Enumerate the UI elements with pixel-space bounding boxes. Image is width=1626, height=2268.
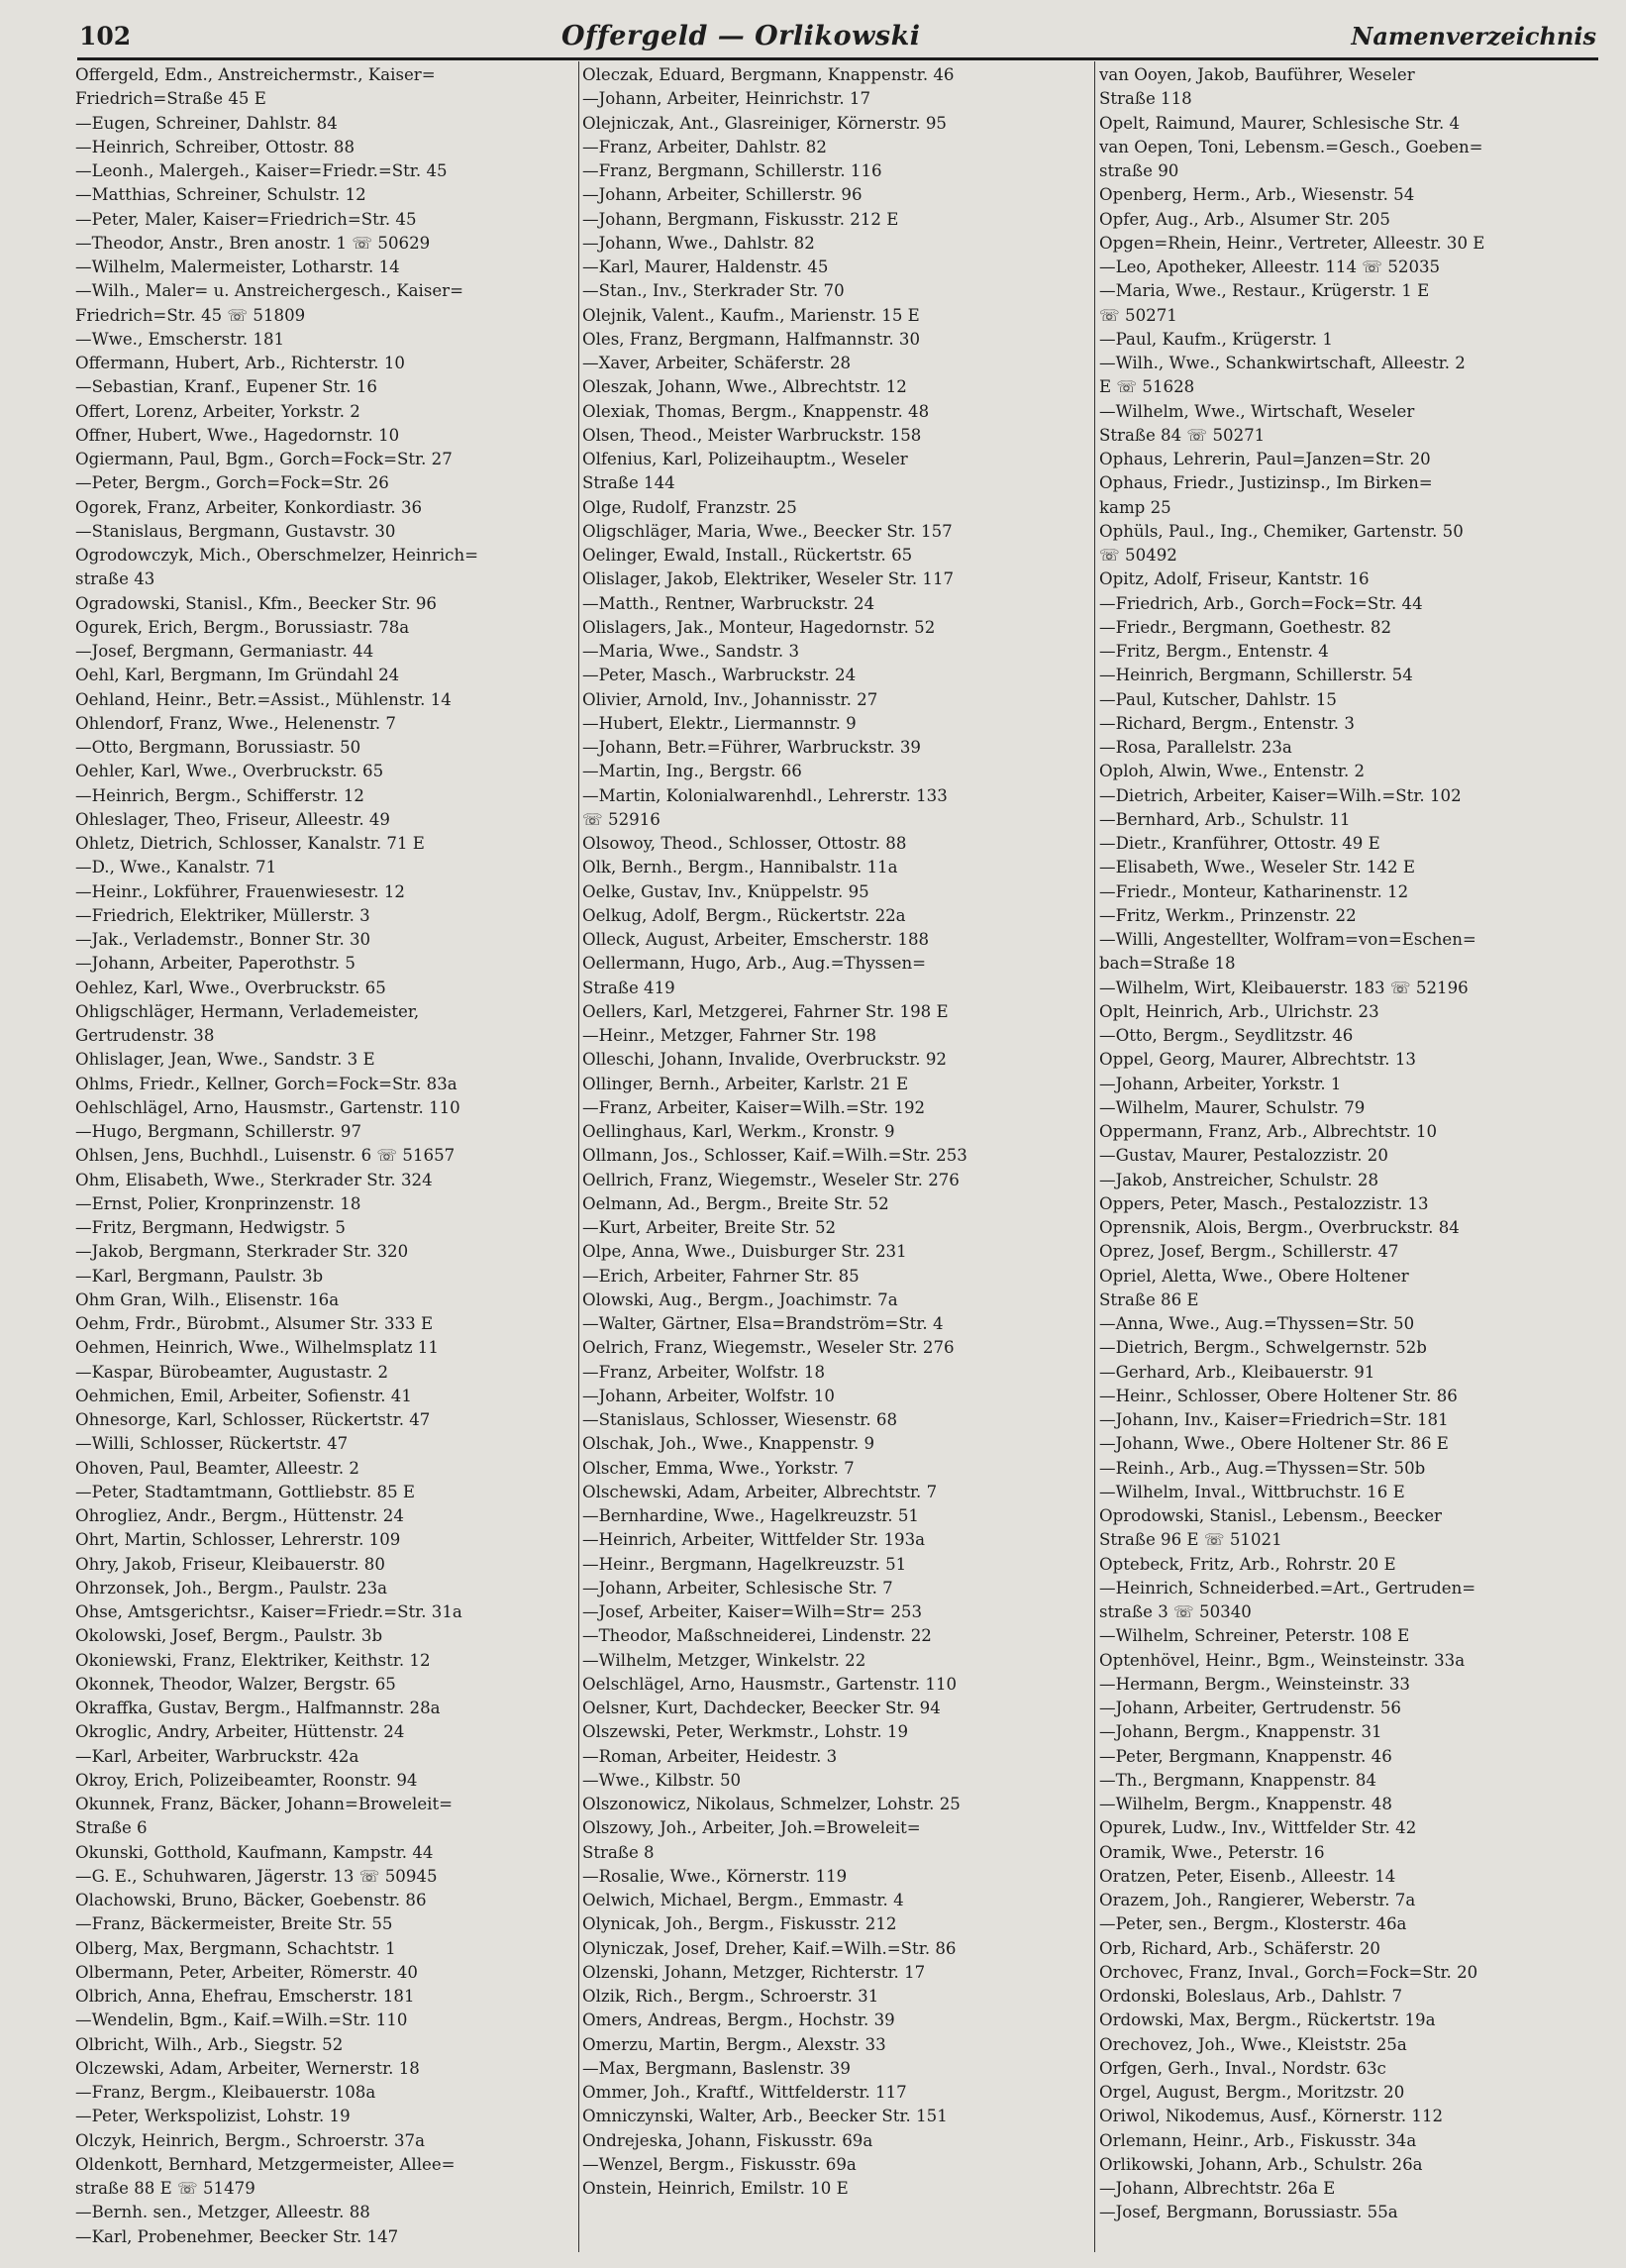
directory-entry: —Wenzel, Bergm., Fiskusstr. 69a [582, 2154, 857, 2174]
directory-entry: Ordonski, Boleslaus, Arb., Dahlstr. 7 [1099, 1987, 1402, 2006]
directory-entry: Ogurek, Erich, Bergm., Borussiastr. 78a [75, 617, 410, 637]
directory-entry: —Heinr., Lokführer, Frauenwiesestr. 12 [75, 881, 405, 901]
directory-entry: E ☏ 51628 [1099, 377, 1195, 397]
directory-entry: Ohry, Jakob, Friseur, Kleibauerstr. 80 [75, 1554, 385, 1574]
directory-entry: —Wilh., Wwe., Schankwirtschaft, Alleestr. 2 [1099, 354, 1466, 372]
directory-entry: Ohm Gran, Wilh., Elisenstr. 16a [75, 1289, 340, 1309]
directory-entry: —Heinrich, Bergm., Schifferstr. 12 [75, 785, 364, 805]
directory-entry: —Wilhelm, Maurer, Schulstr. 79 [1099, 1097, 1366, 1117]
directory-entry: Olexiak, Thomas, Bergm., Knappenstr. 48 [582, 401, 930, 421]
directory-entry: Straße 96 E ☏ 51021 [1099, 1530, 1282, 1550]
directory-entry: —Johann, Bergmann, Fiskusstr. 212 E [582, 209, 899, 229]
directory-entry: —D., Wwe., Kanalstr. 71 [75, 858, 277, 877]
directory-entry: Oprodowski, Stanisl., Lebensm., Beecker [1099, 1506, 1442, 1525]
directory-entry: Opelt, Raimund, Maurer, Schlesische Str. 4 [1099, 113, 1461, 133]
directory-entry: Olfenius, Karl, Polizeihauptm., Weseler [582, 450, 908, 468]
directory-entry: —Stanislaus, Schlosser, Wiesenstr. 68 [582, 1410, 898, 1429]
directory-entry: —Heinr., Schlosser, Obere Holtener Str. 86 [1099, 1386, 1458, 1405]
directory-entry: Okoniewski, Franz, Elektriker, Keithstr. 12 [75, 1650, 431, 1670]
directory-entry: Olynicak, Joh., Bergm., Fiskusstr. 212 [582, 1914, 897, 1934]
directory-entry: Orlemann, Heinr., Arb., Fiskusstr. 34a [1099, 2130, 1417, 2150]
directory-entry: Oldenkott, Bernhard, Metzgermeister, Allee= [75, 2154, 456, 2174]
directory-entry: Oriwol, Nikodemus, Ausf., Körnerstr. 112 [1099, 2107, 1444, 2126]
directory-entry: —Anna, Wwe., Aug.=Thyssen=Str. 50 [1099, 1314, 1415, 1333]
directory-entry: —Otto, Bergmann, Borussiastr. 50 [75, 738, 361, 757]
directory-entry: —Johann, Albrechtstr. 26a E [1099, 2179, 1336, 2198]
directory-entry: Opriel, Aletta, Wwe., Obere Holtener [1099, 1266, 1409, 1286]
directory-entry: Olowski, Aug., Bergm., Joachimstr. 7a [582, 1289, 898, 1309]
directory-entry: —Kurt, Arbeiter, Breite Str. 52 [582, 1218, 837, 1237]
directory-entry: —Heinr., Metzger, Fahrner Str. 198 [582, 1026, 877, 1045]
directory-entry: Oramik, Wwe., Peterstr. 16 [1099, 1842, 1325, 1862]
directory-entry: Oleszak, Johann, Wwe., Albrechtstr. 12 [582, 377, 907, 397]
directory-entry: Olbricht, Wilh., Arb., Siegstr. 52 [75, 2034, 344, 2054]
directory-entry: —Willi, Angestellter, Wolfram=von=Eschen= [1099, 930, 1476, 949]
directory-entry: Olsowoy, Theod., Schlosser, Ottostr. 88 [582, 834, 907, 853]
directory-entry: —Franz, Arbeiter, Kaiser=Wilh.=Str. 192 [582, 1097, 926, 1117]
directory-entry: —Richard, Bergm., Entenstr. 3 [1099, 713, 1355, 733]
column-1 [75, 63, 575, 2252]
directory-entry: —Heinr., Bergmann, Hagelkreuzstr. 51 [582, 1554, 907, 1574]
directory-entry: Oelschlägel, Arno, Hausmstr., Gartenstr. 110 [582, 1674, 958, 1694]
directory-entry: —Franz, Bäckermeister, Breite Str. 55 [75, 1914, 393, 1934]
directory-entry: Oprez, Josef, Bergm., Schillerstr. 47 [1099, 1242, 1399, 1262]
directory-entry: Ohrt, Martin, Schlosser, Lehrerstr. 109 [75, 1530, 401, 1550]
directory-entry: Oehlschlägel, Arno, Hausmstr., Gartenstr. 110 [75, 1097, 460, 1117]
directory-entry: —Paul, Kutscher, Dahlstr. 15 [1099, 689, 1337, 709]
directory-entry: —Bernh. sen., Metzger, Alleestr. 88 [75, 2203, 370, 2222]
directory-entry: —Jak., Verlademstr., Bonner Str. 30 [75, 930, 371, 949]
directory-entry: Omers, Andreas, Bergm., Hochstr. 39 [582, 2010, 895, 2030]
directory-entry: Olsen, Theod., Meister Warbruckstr. 158 [582, 425, 922, 445]
section-title: Namenverzeichnis [1351, 21, 1596, 51]
directory-entry: Olislager, Jakob, Elektriker, Weseler Str. 117 [582, 569, 955, 589]
directory-entry: —Heinrich, Schreiber, Ottostr. 88 [75, 137, 356, 156]
directory-entry: —Heinrich, Schneiderbed.=Art., Gertruden= [1099, 1578, 1476, 1598]
directory-entry: Oelinger, Ewald, Install., Rückertstr. 65 [582, 546, 913, 565]
directory-entry: Oehler, Karl, Wwe., Overbruckstr. 65 [75, 762, 384, 781]
directory-entry: —Matth., Rentner, Warbruckstr. 24 [582, 593, 875, 613]
directory-entry: Oellermann, Hugo, Arb., Aug.=Thyssen= [582, 954, 927, 974]
directory-entry: Ohleslager, Theo, Friseur, Alleestr. 49 [75, 809, 390, 829]
directory-entry: Openberg, Herm., Arb., Wiesenstr. 54 [1099, 185, 1415, 205]
directory-entry: Offergeld, Edm., Anstreichermstr., Kaiser= [75, 65, 436, 84]
directory-entry: —Peter, Maler, Kaiser=Friedrich=Str. 45 [75, 209, 417, 229]
directory-entry: —Hubert, Elektr., Liermannstr. 9 [582, 713, 857, 733]
directory-entry: Orchovec, Franz, Inval., Gorch=Fock=Str. 20 [1099, 1962, 1478, 1982]
directory-entry: Ohnesorge, Karl, Schlosser, Rückertstr. 47 [75, 1410, 431, 1429]
directory-entry: —Gustav, Maurer, Pestalozzistr. 20 [1099, 1146, 1388, 1166]
directory-entry: —Johann, Inv., Kaiser=Friedrich=Str. 181 [1099, 1410, 1449, 1429]
directory-entry: Olszowy, Joh., Arbeiter, Joh.=Broweleit= [582, 1818, 921, 1838]
directory-entry: Friedrich=Straße 45 E [75, 89, 266, 109]
directory-entry: —Wwe., Kilbstr. 50 [582, 1770, 742, 1790]
directory-entry: Ohlsen, Jens, Buchhdl., Luisenstr. 6 ☏ 51657 [75, 1146, 456, 1166]
directory-entry: Ophüls, Paul., Ing., Chemiker, Gartenstr. 50 [1099, 521, 1464, 541]
directory-entry: Ollmann, Jos., Schlosser, Kaif.=Wilh.=Str. 253 [582, 1146, 967, 1166]
directory-entry: —Johann, Betr.=Führer, Warbruckstr. 39 [582, 738, 921, 757]
directory-entry: —Ernst, Polier, Kronprinzenstr. 18 [75, 1193, 361, 1213]
directory-entry: Oelke, Gustav, Inv., Knüppelstr. 95 [582, 881, 869, 901]
directory-entry: Orazem, Joh., Rangierer, Weberstr. 7a [1099, 1891, 1416, 1909]
directory-entry: ☏ 52916 [582, 809, 661, 829]
directory-entry: Omniczynski, Walter, Arb., Beecker Str. 151 [582, 2107, 948, 2126]
directory-entry: Olberg, Max, Bergmann, Schachtstr. 1 [75, 1938, 396, 1958]
directory-entry: Olschak, Joh., Wwe., Knappenstr. 9 [582, 1434, 875, 1454]
directory-entry: —Theodor, Anstr., Bren anostr. 1 ☏ 50629 [75, 233, 431, 253]
directory-entry: —Johann, Arbeiter, Schillerstr. 96 [582, 185, 863, 205]
directory-entry: —Peter, Masch., Warbruckstr. 24 [582, 666, 857, 685]
directory-entry: Offert, Lorenz, Arbeiter, Yorkstr. 2 [75, 401, 360, 421]
directory-entry: —Rosa, Parallelstr. 23a [1099, 738, 1292, 757]
directory-entry: ☏ 50271 [1099, 305, 1177, 325]
directory-entry: —Sebastian, Kranf., Eupener Str. 16 [75, 377, 377, 397]
directory-entry: Olejnik, Valent., Kaufm., Marienstr. 15 E [582, 305, 920, 325]
directory-entry: —Hugo, Bergmann, Schillerstr. 97 [75, 1122, 362, 1141]
directory-entry: Oehl, Karl, Bergmann, Im Gründahl 24 [75, 666, 400, 685]
directory-entry: Straße 419 [582, 978, 675, 997]
directory-entry: Ohlislager, Jean, Wwe., Sandstr. 3 E [75, 1050, 375, 1070]
directory-entry: —Theodor, Maßschneiderei, Lindenstr. 22 [582, 1626, 932, 1646]
directory-entry: —Johann, Arbeiter, Wolfstr. 10 [582, 1386, 835, 1405]
directory-entry: Ohrogliez, Andr., Bergm., Hüttenstr. 24 [75, 1506, 404, 1525]
directory-entry: Straße 84 ☏ 50271 [1099, 425, 1266, 445]
directory-entry: Ohrzonsek, Joh., Bergm., Paulstr. 23a [75, 1578, 388, 1598]
directory-entry: Opitz, Adolf, Friseur, Kantstr. 16 [1099, 569, 1370, 589]
directory-entry: Olge, Rudolf, Franzstr. 25 [582, 497, 797, 517]
directory-entry: Okroglic, Andry, Arbeiter, Hüttenstr. 24 [75, 1722, 405, 1742]
directory-entry: Orechovez, Joh., Wwe., Kleiststr. 25a [1099, 2034, 1407, 2054]
page-header [79, 14, 1596, 57]
directory-entry: Ogrodowczyk, Mich., Oberschmelzer, Heinrich= [75, 546, 479, 565]
directory-entry: Okolowski, Josef, Bergm., Paulstr. 3b [75, 1626, 383, 1646]
directory-entry: —Franz, Bergm., Kleibauerstr. 108a [75, 2083, 376, 2102]
directory-entry: —Th., Bergmann, Knappenstr. 84 [1099, 1770, 1376, 1790]
directory-entry: —Martin, Ing., Bergstr. 66 [582, 762, 802, 781]
directory-entry: —G. E., Schuhwaren, Jägerstr. 13 ☏ 50945 [75, 1866, 438, 1886]
directory-entry: Oleczak, Eduard, Bergmann, Knappenstr. 46 [582, 65, 955, 84]
directory-entry: Ohligschläger, Hermann, Verlademeister, [75, 1001, 420, 1021]
directory-entry: Straße 144 [582, 473, 675, 493]
directory-entry: Olbrich, Anna, Ehefrau, Emscherstr. 181 [75, 1987, 415, 2006]
directory-entry: kamp 25 [1099, 497, 1171, 517]
directory-entry: Olyniczak, Josef, Dreher, Kaif.=Wilh.=Str. 86 [582, 1938, 957, 1958]
directory-entry: Okunnek, Franz, Bäcker, Johann=Broweleit= [75, 1795, 454, 1813]
directory-entry: —Wilhelm, Metzger, Winkelstr. 22 [582, 1650, 866, 1670]
directory-entry: —Karl, Arbeiter, Warbruckstr. 42a [75, 1746, 359, 1766]
directory-entry: —Karl, Probenehmer, Beecker Str. 147 [75, 2226, 399, 2246]
directory-entry: —Paul, Kaufm., Krügerstr. 1 [1099, 329, 1333, 349]
directory-entry: —Bernhardine, Wwe., Hagelkreuzstr. 51 [582, 1506, 919, 1525]
directory-entry: Onstein, Heinrich, Emilstr. 10 E [582, 2179, 849, 2198]
directory-entry: Oelkug, Adolf, Bergm., Rückertstr. 22a [582, 905, 906, 925]
directory-entry: —Dietrich, Bergm., Schwelgernstr. 52b [1099, 1338, 1427, 1358]
directory-entry: —Wilhelm, Malermeister, Lotharstr. 14 [75, 258, 400, 276]
directory-entry: —Johann, Arbeiter, Gertrudenstr. 56 [1099, 1699, 1401, 1717]
directory-entry: Oelmann, Ad., Bergm., Breite Str. 52 [582, 1193, 889, 1213]
directory-entry: Ogorek, Franz, Arbeiter, Konkordiastr. 36 [75, 497, 423, 517]
directory-entry: Oligschläger, Maria, Wwe., Beecker Str. 157 [582, 521, 953, 541]
directory-entry: van Oepen, Toni, Lebensm.=Gesch., Goeben= [1099, 137, 1483, 156]
directory-entry: Straße 118 [1099, 89, 1192, 109]
header-rule [77, 57, 1598, 60]
directory-entry: —Johann, Arbeiter, Paperothstr. 5 [75, 954, 356, 974]
directory-entry: —Peter, Bergm., Gorch=Fock=Str. 26 [75, 473, 389, 493]
directory-entry: Oehmichen, Emil, Arbeiter, Sofienstr. 41 [75, 1386, 412, 1405]
directory-entry: —Franz, Bergmann, Schillerstr. 116 [582, 161, 882, 180]
directory-entry: Oratzen, Peter, Eisenb., Alleestr. 14 [1099, 1866, 1396, 1886]
directory-entry: Olejniczak, Ant., Glasreiniger, Körnerstr. 95 [582, 113, 947, 133]
column-divider [578, 61, 579, 2252]
directory-entry: Olachowski, Bruno, Bäcker, Goebenstr. 86 [75, 1891, 427, 1909]
directory-entry: —Wilhelm, Wwe., Wirtschaft, Weseler [1099, 401, 1415, 421]
directory-entry: Orfgen, Gerh., Inval., Nordstr. 63c [1099, 2058, 1386, 2078]
directory-entry: straße 90 [1099, 161, 1179, 180]
directory-entry: —Rosalie, Wwe., Körnerstr. 119 [582, 1866, 848, 1886]
directory-entry: Olislagers, Jak., Monteur, Hagedornstr. 52 [582, 617, 936, 637]
directory-entry: —Maria, Wwe., Sandstr. 3 [582, 642, 800, 661]
directory-entry: Straße 86 E [1099, 1289, 1199, 1309]
directory-entry: —Karl, Bergmann, Paulstr. 3b [75, 1266, 324, 1286]
directory-entry: Olpe, Anna, Wwe., Duisburger Str. 231 [582, 1242, 907, 1262]
directory-entry: Gertrudenstr. 38 [75, 1026, 215, 1045]
directory-entry: Friedrich=Str. 45 ☏ 51809 [75, 305, 306, 325]
directory-entry: —Eugen, Schreiner, Dahlstr. 84 [75, 113, 338, 133]
directory-entry: —Franz, Arbeiter, Dahlstr. 82 [582, 137, 827, 156]
directory-entry: —Josef, Bergmann, Germaniastr. 44 [75, 642, 374, 661]
directory-entry: —Maria, Wwe., Restaur., Krügerstr. 1 E [1099, 281, 1430, 301]
directory-entry: —Dietr., Kranführer, Ottostr. 49 E [1099, 834, 1380, 853]
directory-entry: —Wilhelm, Inval., Wittbruchstr. 16 E [1099, 1482, 1405, 1501]
directory-entry: —Peter, Werkspolizist, Lohstr. 19 [75, 2107, 351, 2126]
directory-entry: Olczewski, Adam, Arbeiter, Wernerstr. 18 [75, 2058, 420, 2078]
directory-entry: —Xaver, Arbeiter, Schäferstr. 28 [582, 354, 852, 372]
directory-entry: Oles, Franz, Bergmann, Halfmannstr. 30 [582, 329, 921, 349]
directory-entry: Oploh, Alwin, Wwe., Entenstr. 2 [1099, 762, 1366, 781]
directory-entry: Ophaus, Lehrerin, Paul=Janzen=Str. 20 [1099, 450, 1431, 468]
directory-entry: straße 3 ☏ 50340 [1099, 1602, 1252, 1621]
directory-entry: —Hermann, Bergm., Weinsteinstr. 33 [1099, 1674, 1410, 1694]
directory-entry: —Peter, Bergmann, Knappenstr. 46 [1099, 1746, 1392, 1766]
directory-entry: —Wendelin, Bgm., Kaif.=Wilh.=Str. 110 [75, 2010, 408, 2030]
directory-entry: —Josef, Arbeiter, Kaiser=Wilh=Str= 253 [582, 1602, 923, 1621]
directory-entry: Orlikowski, Johann, Arb., Schulstr. 26a [1099, 2154, 1423, 2174]
directory-entry: —Bernhard, Arb., Schulstr. 11 [1099, 809, 1351, 829]
directory-entry: Oplt, Heinrich, Arb., Ulrichstr. 23 [1099, 1001, 1379, 1021]
directory-entry: —Johann, Arbeiter, Yorkstr. 1 [1099, 1074, 1342, 1093]
directory-entry: —Fritz, Bergmann, Hedwigstr. 5 [75, 1218, 346, 1237]
directory-entry: —Johann, Arbeiter, Schlesische Str. 7 [582, 1578, 893, 1598]
directory-entry: Olzik, Rich., Bergm., Schroerstr. 31 [582, 1987, 879, 2006]
directory-entry: —Friedrich, Arb., Gorch=Fock=Str. 44 [1099, 593, 1423, 613]
page-number: 102 [79, 21, 132, 51]
directory-entry: Okunski, Gotthold, Kaufmann, Kampstr. 44 [75, 1842, 434, 1862]
directory-entry: Olszonowicz, Nikolaus, Schmelzer, Lohstr. 25 [582, 1795, 961, 1813]
directory-entry: Straße 8 [582, 1842, 655, 1862]
directory-entry: —Martin, Kolonialwarenhdl., Lehrerstr. 133 [582, 785, 948, 805]
directory-entry: Opfer, Aug., Arb., Alsumer Str. 205 [1099, 209, 1390, 229]
directory-entry: Oelrich, Franz, Wiegemstr., Weseler Str. 276 [582, 1338, 955, 1358]
directory-entry: —Jakob, Anstreicher, Schulstr. 28 [1099, 1170, 1379, 1189]
directory-entry: —Wilhelm, Wirt, Kleibauerstr. 183 ☏ 52196 [1099, 978, 1469, 997]
directory-entry: Oellrich, Franz, Wiegemstr., Weseler Str. 276 [582, 1170, 960, 1189]
directory-entry: —Peter, sen., Bergm., Klosterstr. 46a [1099, 1914, 1407, 1934]
directory-entry: —Walter, Gärtner, Elsa=Brandström=Str. 4 [582, 1314, 944, 1333]
directory-entry: —Leo, Apotheker, Alleestr. 114 ☏ 52035 [1099, 258, 1441, 276]
directory-entry: Omerzu, Martin, Bergm., Alexstr. 33 [582, 2034, 886, 2054]
directory-entry: Ogiermann, Paul, Bgm., Gorch=Fock=Str. 27 [75, 450, 453, 468]
directory-entry: Ohoven, Paul, Beamter, Alleestr. 2 [75, 1458, 359, 1478]
directory-entry: Offermann, Hubert, Arb., Richterstr. 10 [75, 354, 405, 372]
directory-entry: —Peter, Stadtamtmann, Gottliebstr. 85 E [75, 1482, 416, 1501]
directory-entry: —Wilh., Maler= u. Anstreichergesch., Kaiser= [75, 281, 464, 301]
directory-entry: Ondrejeska, Johann, Fiskusstr. 69a [582, 2130, 873, 2150]
directory-entry: Ogradowski, Stanisl., Kfm., Beecker Str. 96 [75, 593, 437, 613]
directory-entry: —Stan., Inv., Sterkrader Str. 70 [582, 281, 845, 301]
directory-entry: —Wilhelm, Schreiner, Peterstr. 108 E [1099, 1626, 1410, 1646]
directory-entry: Ohlms, Friedr., Kellner, Gorch=Fock=Str. 83a [75, 1074, 457, 1093]
directory-entry: Oellers, Karl, Metzgerei, Fahrner Str. 198 E [582, 1001, 949, 1021]
directory-entry: Straße 6 [75, 1818, 148, 1838]
directory-entry: Offner, Hubert, Wwe., Hagedornstr. 10 [75, 425, 400, 445]
directory-entry: —Erich, Arbeiter, Fahrner Str. 85 [582, 1266, 860, 1286]
directory-entry: —Friedr., Monteur, Katharinenstr. 12 [1099, 881, 1409, 901]
column-divider [1094, 61, 1095, 2252]
directory-entry: Ommer, Joh., Kraftf., Wittfelderstr. 117 [582, 2083, 907, 2102]
directory-entry: Oelsner, Kurt, Dachdecker, Beecker Str. 94 [582, 1699, 941, 1717]
directory-entry: straße 43 [75, 569, 155, 589]
directory-entry: Oehland, Heinr., Betr.=Assist., Mühlenstr. 14 [75, 689, 452, 709]
directory-entry: —Heinrich, Bergmann, Schillerstr. 54 [1099, 666, 1413, 685]
directory-entry: Opurek, Ludw., Inv., Wittfelder Str. 42 [1099, 1818, 1417, 1838]
directory-entry: Orb, Richard, Arb., Schäferstr. 20 [1099, 1938, 1380, 1958]
directory-entry: Olczyk, Heinrich, Bergm., Schroerstr. 37a [75, 2130, 425, 2150]
directory-entry: Ophaus, Friedr., Justizinsp., Im Birken= [1099, 473, 1433, 493]
directory-entry: Olzenski, Johann, Metzger, Richterstr. 17 [582, 1962, 926, 1982]
directory-entry: Oprensnik, Alois, Bergm., Overbruckstr. 84 [1099, 1218, 1460, 1237]
directory-entry: —Friedrich, Elektriker, Müllerstr. 3 [75, 905, 370, 925]
directory-entry: Ohlendorf, Franz, Wwe., Helenenstr. 7 [75, 713, 396, 733]
directory-entry: Optebeck, Fritz, Arb., Rohrstr. 20 E [1099, 1554, 1396, 1574]
directory-entry: Olscher, Emma, Wwe., Yorkstr. 7 [582, 1458, 855, 1478]
directory-entry: Oehlez, Karl, Wwe., Overbruckstr. 65 [75, 978, 386, 997]
directory-entry: Oppermann, Franz, Arb., Albrechtstr. 10 [1099, 1122, 1438, 1141]
directory-entry: Oehmen, Heinrich, Wwe., Wilhelmsplatz 11 [75, 1338, 439, 1358]
directory-entry: —Johann, Arbeiter, Heinrichstr. 17 [582, 89, 871, 109]
directory-entry: Ohm, Elisabeth, Wwe., Sterkrader Str. 324 [75, 1170, 433, 1189]
directory-entry: Ohse, Amtsgerichtsr., Kaiser=Friedr.=Str. 31a [75, 1602, 462, 1621]
directory-entry: Oppers, Peter, Masch., Pestalozzistr. 13 [1099, 1193, 1429, 1213]
directory-entry: —Heinrich, Arbeiter, Wittfelder Str. 193a [582, 1530, 926, 1550]
directory-entry: Okraffka, Gustav, Bergm., Halfmannstr. 28a [75, 1699, 441, 1717]
directory-entry: —Reinh., Arb., Aug.=Thyssen=Str. 50b [1099, 1458, 1426, 1478]
directory-entry: —Stanislaus, Bergmann, Gustavstr. 30 [75, 521, 396, 541]
directory-entry: Olschewski, Adam, Arbeiter, Albrechtstr. 7 [582, 1482, 938, 1501]
directory-entry: —Franz, Arbeiter, Wolfstr. 18 [582, 1362, 826, 1382]
directory-entry: —Fritz, Werkm., Prinzenstr. 22 [1099, 905, 1357, 925]
directory-entry: Olk, Bernh., Bergm., Hannibalstr. 11a [582, 858, 898, 877]
directory-entry: Okroy, Erich, Polizeibeamter, Roonstr. 94 [75, 1770, 418, 1790]
directory-entry: —Willi, Schlosser, Rückertstr. 47 [75, 1434, 349, 1454]
directory-entry: Oelwich, Michael, Bergm., Emmastr. 4 [582, 1891, 904, 1909]
directory-entry: —Jakob, Bergmann, Sterkrader Str. 320 [75, 1242, 409, 1262]
column-2 [582, 63, 1092, 2252]
directory-entry: Olivier, Arnold, Inv., Johannisstr. 27 [582, 689, 878, 709]
directory-entry: van Ooyen, Jakob, Bauführer, Weseler [1099, 65, 1415, 84]
directory-entry: ☏ 50492 [1099, 546, 1177, 565]
directory-entry: —Johann, Wwe., Obere Holtener Str. 86 E [1099, 1434, 1449, 1454]
directory-entry: Okonnek, Theodor, Walzer, Bergstr. 65 [75, 1674, 396, 1694]
directory-entry: Opgen=Rhein, Heinr., Vertreter, Alleestr. 30 E [1099, 233, 1485, 253]
directory-entry: —Roman, Arbeiter, Heidestr. 3 [582, 1746, 838, 1766]
directory-entry: —Leonh., Malergeh., Kaiser=Friedr.=Str. 45 [75, 161, 448, 180]
directory-entry: —Wilhelm, Bergm., Knappenstr. 48 [1099, 1795, 1392, 1813]
column-3 [1099, 63, 1600, 2252]
directory-entry: Olleschi, Johann, Invalide, Overbruckstr. 92 [582, 1050, 947, 1070]
directory-entry: —Dietrich, Arbeiter, Kaiser=Wilh.=Str. 102 [1099, 785, 1462, 805]
directory-entry: —Wwe., Emscherstr. 181 [75, 329, 285, 349]
directory-entry: Optenhövel, Heinr., Bgm., Weinsteinstr. 33a [1099, 1650, 1466, 1670]
directory-entry: straße 88 E ☏ 51479 [75, 2179, 255, 2198]
directory-entry: Olbermann, Peter, Arbeiter, Römerstr. 40 [75, 1962, 418, 1982]
directory-entry: bach=Straße 18 [1099, 954, 1236, 974]
directory-entry: —Elisabeth, Wwe., Weseler Str. 142 E [1099, 858, 1415, 877]
directory-entry: —Johann, Wwe., Dahlstr. 82 [582, 233, 815, 253]
directory-entry: —Matthias, Schreiner, Schulstr. 12 [75, 185, 366, 205]
directory-entry: —Gerhard, Arb., Kleibauerstr. 91 [1099, 1362, 1375, 1382]
directory-entry: Oehm, Frdr., Bürobmt., Alsumer Str. 333 E [75, 1314, 434, 1333]
directory-entry: Ordowski, Max, Bergm., Rückertstr. 19a [1099, 2010, 1436, 2030]
directory-entry: —Fritz, Bergm., Entenstr. 4 [1099, 642, 1329, 661]
directory-entry: Olszewski, Peter, Werkmstr., Lohstr. 19 [582, 1722, 909, 1742]
directory-entry: Oppel, Georg, Maurer, Albrechtstr. 13 [1099, 1050, 1416, 1070]
directory-entry: Olleck, August, Arbeiter, Emscherstr. 188 [582, 930, 930, 949]
directory-entry: —Otto, Bergm., Seydlitzstr. 46 [1099, 1026, 1354, 1045]
directory-entry: —Karl, Maurer, Haldenstr. 45 [582, 258, 829, 276]
directory-entry: Ollinger, Bernh., Arbeiter, Karlstr. 21 E [582, 1074, 909, 1093]
page-title: Offergeld — Orlikowski [561, 20, 921, 52]
directory-entry: —Friedr., Bergmann, Goethestr. 82 [1099, 617, 1392, 637]
directory-entry: —Max, Bergmann, Baslenstr. 39 [582, 2058, 851, 2078]
directory-entry: —Kaspar, Bürobeamter, Augustastr. 2 [75, 1362, 389, 1382]
directory-entry: —Johann, Bergm., Knappenstr. 31 [1099, 1722, 1382, 1742]
directory-entry: Ohletz, Dietrich, Schlosser, Kanalstr. 71 E [75, 834, 425, 853]
directory-entry: —Josef, Bergmann, Borussiastr. 55a [1099, 2203, 1398, 2222]
directory-entry: Oellinghaus, Karl, Werkm., Kronstr. 9 [582, 1122, 895, 1141]
directory-entry: Orgel, August, Bergm., Moritzstr. 20 [1099, 2083, 1405, 2102]
